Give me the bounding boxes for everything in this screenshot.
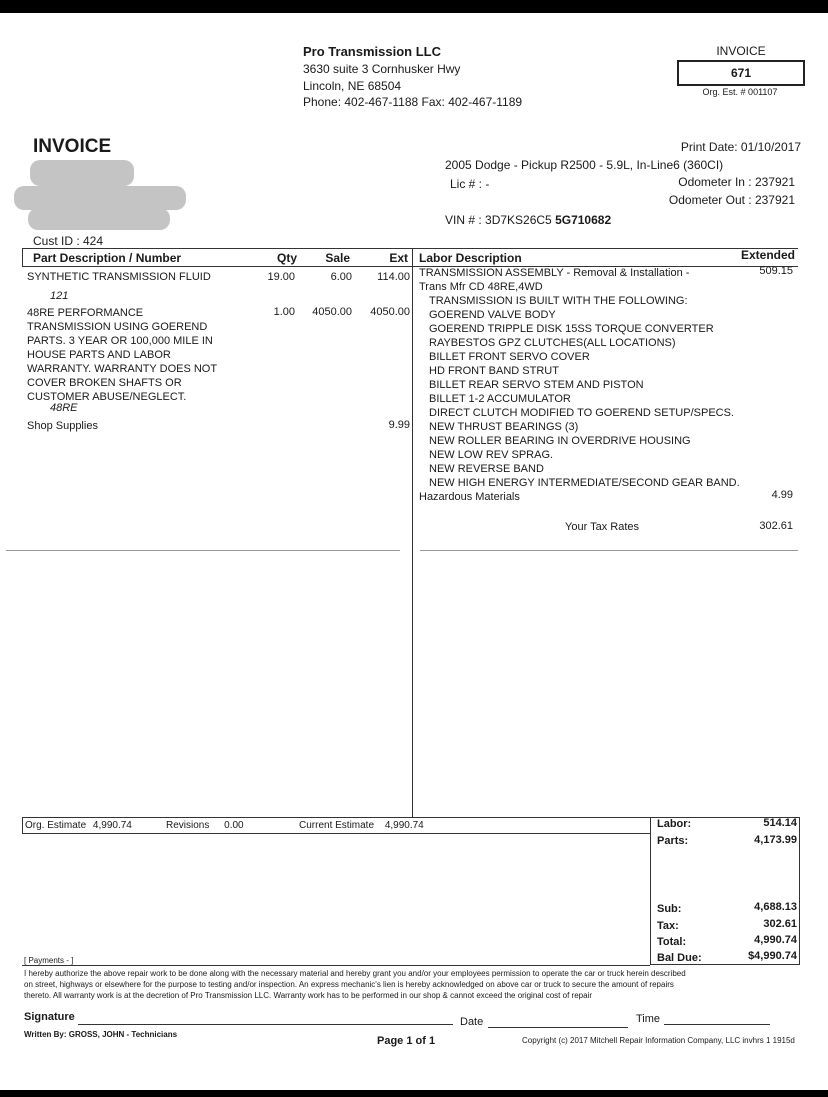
shop-supplies-label: Shop Supplies (27, 420, 98, 432)
tax-total: 302.61 (763, 918, 797, 930)
invoice-box-label: INVOICE (716, 44, 766, 58)
scan-bottom-border (0, 1090, 828, 1097)
labor-details (429, 294, 740, 490)
revisions-label: Revisions (166, 820, 210, 831)
authorization-line: on street, highways or elsewhere for the purpose to testing and/or inspection. An express mechanic's lien is hereby acknowledged on above car or truck to secure the amount of repairs (24, 980, 674, 989)
date-label: Date (460, 1016, 484, 1028)
part-2-description (27, 306, 217, 404)
sub-total: 4,688.13 (754, 901, 797, 913)
redacted-customer-info (14, 186, 186, 210)
signature-label: Signature (24, 1011, 75, 1023)
time-label: Time (636, 1013, 661, 1025)
scan-line (6, 550, 400, 551)
labor-detail-line: NEW ROLLER BEARING IN OVERDRIVE HOUSING (429, 435, 691, 447)
payments-label: [ Payments - ] (24, 956, 74, 965)
page-title: INVOICE (33, 136, 112, 157)
balance-due-label: Bal Due: (657, 952, 702, 964)
grand-total: 4,990.74 (754, 934, 797, 946)
labor-header-extended: Extended (740, 248, 795, 262)
authorization-text (24, 968, 686, 1001)
labor-detail-line: NEW HIGH ENERGY INTERMEDIATE/SECOND GEAR BAND. (429, 477, 740, 489)
labor-total-label: Labor: (657, 818, 692, 830)
labor-main-amount: 509.15 (759, 265, 793, 277)
print-date: Print Date: 01/10/2017 (680, 140, 801, 154)
authorization-line: I hereby authorize the above repair work to be done along with the necessary material and hereby grant you and/or your employees permission to operate the car or truck herein described (24, 969, 686, 978)
part-2-line: CUSTOMER ABUSE/NEGLECT. (27, 391, 187, 403)
labor-detail-line: DIRECT CLUTCH MODIFIED TO GOEREND SETUP/SPECS. (429, 407, 734, 419)
company-address-1: 3630 suite 3 Cornhusker Hwy (303, 62, 461, 76)
labor-detail-line: GOEREND VALVE BODY (429, 309, 556, 321)
balance-due: $4,990.74 (748, 950, 797, 962)
vin (445, 213, 611, 227)
org-estimate-label: Org. Estimate (25, 820, 87, 831)
part-2-line: WARRANTY. WARRANTY DOES NOT (27, 363, 218, 375)
table-top-line (22, 248, 798, 249)
totals-box-right (799, 817, 800, 965)
parts-total-label: Parts: (657, 835, 689, 847)
totals-box-bottom (650, 964, 800, 965)
scan-top-border (0, 0, 828, 13)
part-2-line: 48RE PERFORMANCE (27, 307, 144, 319)
written-by: Written By: GROSS, JOHN - Technicians (24, 1030, 178, 1039)
hazardous-amount: 4.99 (771, 489, 793, 501)
current-estimate-label: Current Estimate (299, 820, 375, 831)
labor-detail-line: BILLET 1-2 ACCUMULATOR (429, 393, 571, 405)
table-left-edge (22, 248, 23, 266)
tax-total-label: Tax: (657, 920, 679, 932)
org-estimate-value: 4,990.74 (92, 820, 132, 831)
part-2-line: PARTS. 3 YEAR OR 100,000 MILE IN (27, 335, 213, 347)
part-2-line: COVER BROKEN SHAFTS OR (27, 377, 182, 389)
labor-detail-line: NEW THRUST BEARINGS (3) (429, 421, 579, 433)
tax-rates-label: Your Tax Rates (565, 521, 639, 533)
sub-total-label: Sub: (657, 903, 682, 915)
tax-rates-amount: 302.61 (759, 520, 793, 532)
grand-total-label: Total: (657, 936, 687, 948)
scan-line (420, 550, 798, 551)
part-1-name: SYNTHETIC TRANSMISSION FLUID (27, 271, 211, 283)
redacted-customer-info (28, 208, 170, 230)
parts-header-qty: Qty (276, 251, 297, 265)
parts-header-description: Part Description / Number (33, 251, 182, 265)
odometer-in: Odometer In : 237921 (678, 175, 795, 189)
part-2-line: HOUSE PARTS AND LABOR (27, 349, 171, 361)
labor-sub: Trans Mfr CD 48RE,4WD (419, 281, 543, 293)
authorization-top-line (22, 965, 650, 966)
part-1-qty: 19.00 (267, 271, 295, 283)
part-1-ext: 114.00 (377, 271, 410, 283)
company-phone: Phone: 402-467-1188 Fax: 402-467-1189 (303, 95, 523, 109)
invoice-number: 671 (677, 60, 805, 86)
totals-box-left (650, 817, 651, 965)
column-divider (412, 248, 413, 818)
part-2-line: TRANSMISSION USING GOEREND (27, 321, 208, 333)
part-2-number: 48RE (50, 402, 78, 414)
shop-supplies-ext: 9.99 (388, 419, 410, 431)
labor-main: TRANSMISSION ASSEMBLY - Removal & Installation - (419, 267, 690, 279)
part-2-ext: 4050.00 (370, 306, 410, 318)
labor-detail-line: GOEREND TRIPPLE DISK 15SS TORQUE CONVERTER (429, 323, 714, 335)
current-estimate-value: 4,990.74 (384, 820, 424, 831)
labor-detail-line: RAYBESTOS GPZ CLUTCHES(ALL LOCATIONS) (429, 337, 676, 349)
labor-detail-line: HD FRONT BAND STRUT (429, 365, 559, 377)
labor-detail-line: NEW LOW REV SPRAG. (429, 449, 554, 461)
copyright: Copyright (c) 2017 Mitchell Repair Information Company, LLC invhrs 1 1915d (522, 1036, 795, 1045)
labor-detail-line: NEW REVERSE BAND (429, 463, 544, 475)
time-line (664, 1024, 770, 1025)
company-address-2: Lincoln, NE 68504 (303, 79, 402, 93)
estimate-bottom-line (22, 833, 650, 834)
labor-total: 514.14 (763, 817, 797, 829)
parts-total: 4,173.99 (754, 834, 797, 846)
labor-detail-line: BILLET FRONT SERVO COVER (429, 351, 590, 363)
signature-line (78, 1024, 453, 1025)
part-2-sale: 4050.00 (312, 306, 352, 318)
part-2-qty: 1.00 (273, 306, 295, 318)
company-name: Pro Transmission LLC (303, 44, 441, 59)
parts-header-sale: Sale (325, 251, 350, 265)
labor-detail-line: TRANSMISSION IS BUILT WITH THE FOLLOWING: (429, 295, 688, 307)
estimate-left-edge (22, 817, 23, 833)
labor-header-description: Labor Description (419, 251, 522, 265)
redacted-customer-info (30, 160, 134, 186)
org-estimate (25, 820, 132, 831)
cust-id: Cust ID : 424 (33, 234, 104, 248)
part-1-number: 121 (50, 290, 69, 302)
org-est-number: Org. Est. # 001107 (702, 87, 778, 97)
revisions (166, 820, 244, 831)
vehicle-lic: Lic # : - (450, 177, 490, 191)
page-number: Page 1 of 1 (377, 1035, 436, 1047)
vin-bold: 5G710682 (555, 213, 612, 227)
hazardous-label: Hazardous Materials (419, 491, 520, 503)
part-1-sale: 6.00 (330, 271, 352, 283)
current-estimate (299, 820, 424, 831)
revisions-value: 0.00 (224, 820, 244, 831)
vehicle-description: 2005 Dodge - Pickup R2500 - 5.9L, In-Line6 (360CI) (445, 158, 724, 172)
parts-header-ext: Ext (389, 251, 408, 265)
date-line (488, 1027, 628, 1028)
authorization-line: thereto. All warranty work is at the decretion of Pro Transmission LLC. Warranty work has to be performed in our shop & cannot exceed the original cost of repair (24, 991, 592, 1000)
vin-label: VIN # : 3D7KS26C5 (445, 213, 552, 227)
odometer-out: Odometer Out : 237921 (668, 193, 795, 207)
labor-detail-line: BILLET REAR SERVO STEM AND PISTON (429, 379, 644, 391)
